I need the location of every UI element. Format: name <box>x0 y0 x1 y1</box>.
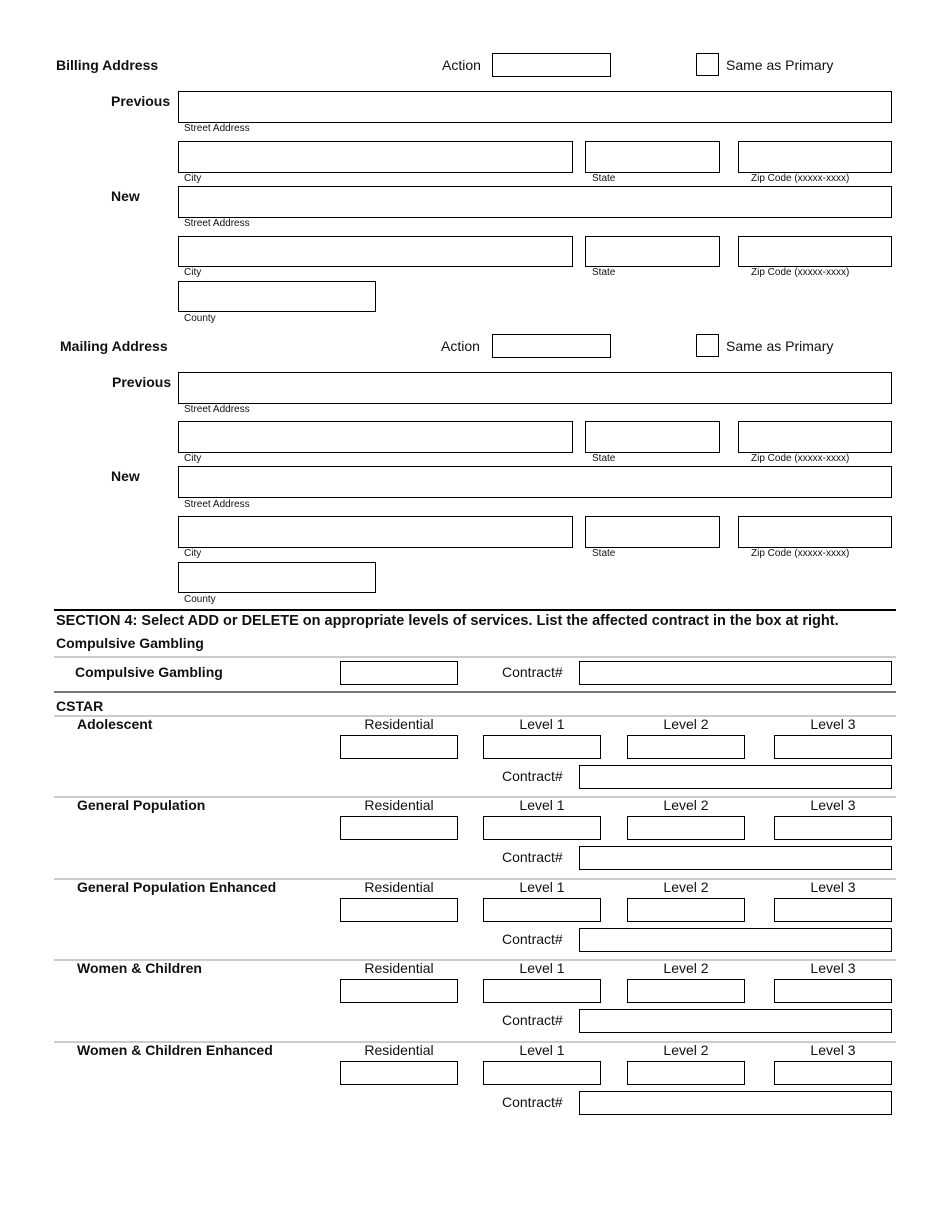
adolescent-level-1-header: Level 1 <box>519 716 565 732</box>
adolescent-contract-input[interactable] <box>579 765 892 789</box>
general-population-enhanced-level-1-header: Level 1 <box>519 879 565 895</box>
general-population-enhanced-level-3-header: Level 3 <box>810 879 856 895</box>
women-and-children-enhanced-level-1-input[interactable] <box>483 1061 601 1085</box>
cg-contract-label: Contract# <box>502 664 563 680</box>
billing-new-zip-caption: Zip Code (xxxxx-xxxx) <box>751 267 850 278</box>
billing-new-zip-input[interactable] <box>738 236 892 267</box>
mailing-new-state-caption: State <box>592 548 616 559</box>
mailing-previous-city-input[interactable] <box>178 421 573 453</box>
adolescent-contract-label: Contract# <box>502 768 563 784</box>
billing-title: Billing Address <box>56 57 159 73</box>
general-population-enhanced-contract-input[interactable] <box>579 928 892 952</box>
billing-previous-label: Previous <box>111 93 171 109</box>
billing-new-street-input[interactable] <box>178 186 892 218</box>
billing-new-city-input[interactable] <box>178 236 573 267</box>
cg-action-input[interactable] <box>340 661 458 685</box>
billing-previous-zip-input[interactable] <box>738 141 892 173</box>
general-population-level-2-input[interactable] <box>627 816 745 840</box>
cstar-row-label-women-and-children: Women & Children <box>77 960 202 976</box>
women-and-children-enhanced-contract-label: Contract# <box>502 1094 563 1110</box>
general-population-residential-header: Residential <box>364 797 434 813</box>
general-population-level-3-input[interactable] <box>774 816 892 840</box>
mailing-previous-zip-caption: Zip Code (xxxxx-xxxx) <box>751 453 850 464</box>
general-population-enhanced-level-1-input[interactable] <box>483 898 601 922</box>
billing-new-city-caption: City <box>184 267 202 278</box>
general-population-enhanced-level-3-input[interactable] <box>774 898 892 922</box>
women-and-children-enhanced-level-3-header: Level 3 <box>810 1042 856 1058</box>
women-and-children-enhanced-level-3-input[interactable] <box>774 1061 892 1085</box>
cstar-row-label-general-population: General Population <box>77 797 206 813</box>
women-and-children-level-3-header: Level 3 <box>810 960 856 976</box>
adolescent-residential-input[interactable] <box>340 735 458 759</box>
compulsive-gambling-group-label: Compulsive Gambling <box>56 635 204 651</box>
billing-previous-state-caption: State <box>592 173 616 184</box>
women-and-children-enhanced-level-1-header: Level 1 <box>519 1042 565 1058</box>
adolescent-level-2-header: Level 2 <box>663 716 709 732</box>
mailing-new-county-input[interactable] <box>178 562 376 593</box>
billing-new-street-caption: Street Address <box>184 218 250 229</box>
general-population-contract-input[interactable] <box>579 846 892 870</box>
cstar-row-label-adolescent: Adolescent <box>77 716 153 732</box>
billing-new-county-input[interactable] <box>178 281 376 312</box>
section4-top-rule <box>54 609 896 611</box>
women-and-children-enhanced-residential-input[interactable] <box>340 1061 458 1085</box>
mailing-new-street-input[interactable] <box>178 466 892 498</box>
mailing-previous-state-caption: State <box>592 453 616 464</box>
mailing-new-city-caption: City <box>184 548 202 559</box>
general-population-enhanced-residential-input[interactable] <box>340 898 458 922</box>
billing-same-label: Same as Primary <box>726 57 834 73</box>
women-and-children-level-2-input[interactable] <box>627 979 745 1003</box>
mailing-new-city-input[interactable] <box>178 516 573 548</box>
billing-previous-state-input[interactable] <box>585 141 720 173</box>
billing-previous-zip-caption: Zip Code (xxxxx-xxxx) <box>751 173 850 184</box>
billing-previous-city-caption: City <box>184 173 202 184</box>
mailing-previous-city-caption: City <box>184 453 202 464</box>
general-population-level-1-header: Level 1 <box>519 797 565 813</box>
cg-row-label: Compulsive Gambling <box>75 664 223 680</box>
billing-new-state-caption: State <box>592 267 616 278</box>
mailing-new-street-caption: Street Address <box>184 499 250 510</box>
billing-previous-street-caption: Street Address <box>184 123 250 134</box>
adolescent-level-1-input[interactable] <box>483 735 601 759</box>
billing-action-label: Action <box>442 57 481 73</box>
women-and-children-level-1-input[interactable] <box>483 979 601 1003</box>
women-and-children-enhanced-level-2-header: Level 2 <box>663 1042 709 1058</box>
cstar-row-label-women-and-children-enhanced: Women & Children Enhanced <box>77 1042 273 1058</box>
adolescent-level-3-input[interactable] <box>774 735 892 759</box>
mailing-previous-street-caption: Street Address <box>184 404 250 415</box>
general-population-level-3-header: Level 3 <box>810 797 856 813</box>
mailing-new-label: New <box>111 468 140 484</box>
billing-new-label: New <box>111 188 140 204</box>
mailing-action-input[interactable] <box>492 334 611 358</box>
general-population-residential-input[interactable] <box>340 816 458 840</box>
cstar-top-rule <box>54 691 896 693</box>
mailing-same-label: Same as Primary <box>726 338 834 354</box>
cstar-row-label-general-population-enhanced: General Population Enhanced <box>77 879 277 895</box>
general-population-enhanced-level-2-input[interactable] <box>627 898 745 922</box>
mailing-action-label: Action <box>441 338 480 354</box>
women-and-children-enhanced-contract-input[interactable] <box>579 1091 892 1115</box>
cstar-row-divider <box>54 715 896 717</box>
women-and-children-residential-header: Residential <box>364 960 434 976</box>
general-population-enhanced-level-2-header: Level 2 <box>663 879 709 895</box>
women-and-children-enhanced-residential-header: Residential <box>364 1042 434 1058</box>
women-and-children-contract-input[interactable] <box>579 1009 892 1033</box>
mailing-new-state-input[interactable] <box>585 516 720 548</box>
general-population-enhanced-contract-label: Contract# <box>502 931 563 947</box>
mailing-previous-zip-input[interactable] <box>738 421 892 453</box>
mailing-same-checkbox[interactable] <box>696 334 719 357</box>
mailing-previous-label: Previous <box>112 374 172 390</box>
general-population-enhanced-residential-header: Residential <box>364 879 434 895</box>
women-and-children-enhanced-level-2-input[interactable] <box>627 1061 745 1085</box>
adolescent-level-2-input[interactable] <box>627 735 745 759</box>
billing-previous-city-input[interactable] <box>178 141 573 173</box>
women-and-children-level-1-header: Level 1 <box>519 960 565 976</box>
women-and-children-level-2-header: Level 2 <box>663 960 709 976</box>
adolescent-level-3-header: Level 3 <box>810 716 856 732</box>
mailing-new-county-caption: County <box>184 594 216 605</box>
mailing-new-zip-caption: Zip Code (xxxxx-xxxx) <box>751 548 850 559</box>
section4-heading: SECTION 4: Select ADD or DELETE on appropriate levels of services. List the affected contract in the box at right. <box>56 613 839 629</box>
billing-action-input[interactable] <box>492 53 611 77</box>
women-and-children-level-3-input[interactable] <box>774 979 892 1003</box>
cg-divider <box>54 656 896 658</box>
billing-same-checkbox[interactable] <box>696 53 719 76</box>
general-population-contract-label: Contract# <box>502 849 563 865</box>
mailing-title: Mailing Address <box>60 338 168 354</box>
general-population-level-1-input[interactable] <box>483 816 601 840</box>
billing-new-county-caption: County <box>184 313 216 324</box>
billing-new-state-input[interactable] <box>585 236 720 267</box>
women-and-children-contract-label: Contract# <box>502 1012 563 1028</box>
general-population-level-2-header: Level 2 <box>663 797 709 813</box>
mailing-previous-street-input[interactable] <box>178 372 892 404</box>
billing-previous-street-input[interactable] <box>178 91 892 123</box>
cstar-group-label: CSTAR <box>56 698 104 714</box>
adolescent-residential-header: Residential <box>364 716 434 732</box>
mailing-new-zip-input[interactable] <box>738 516 892 548</box>
cg-contract-input[interactable] <box>579 661 892 685</box>
women-and-children-residential-input[interactable] <box>340 979 458 1003</box>
mailing-previous-state-input[interactable] <box>585 421 720 453</box>
